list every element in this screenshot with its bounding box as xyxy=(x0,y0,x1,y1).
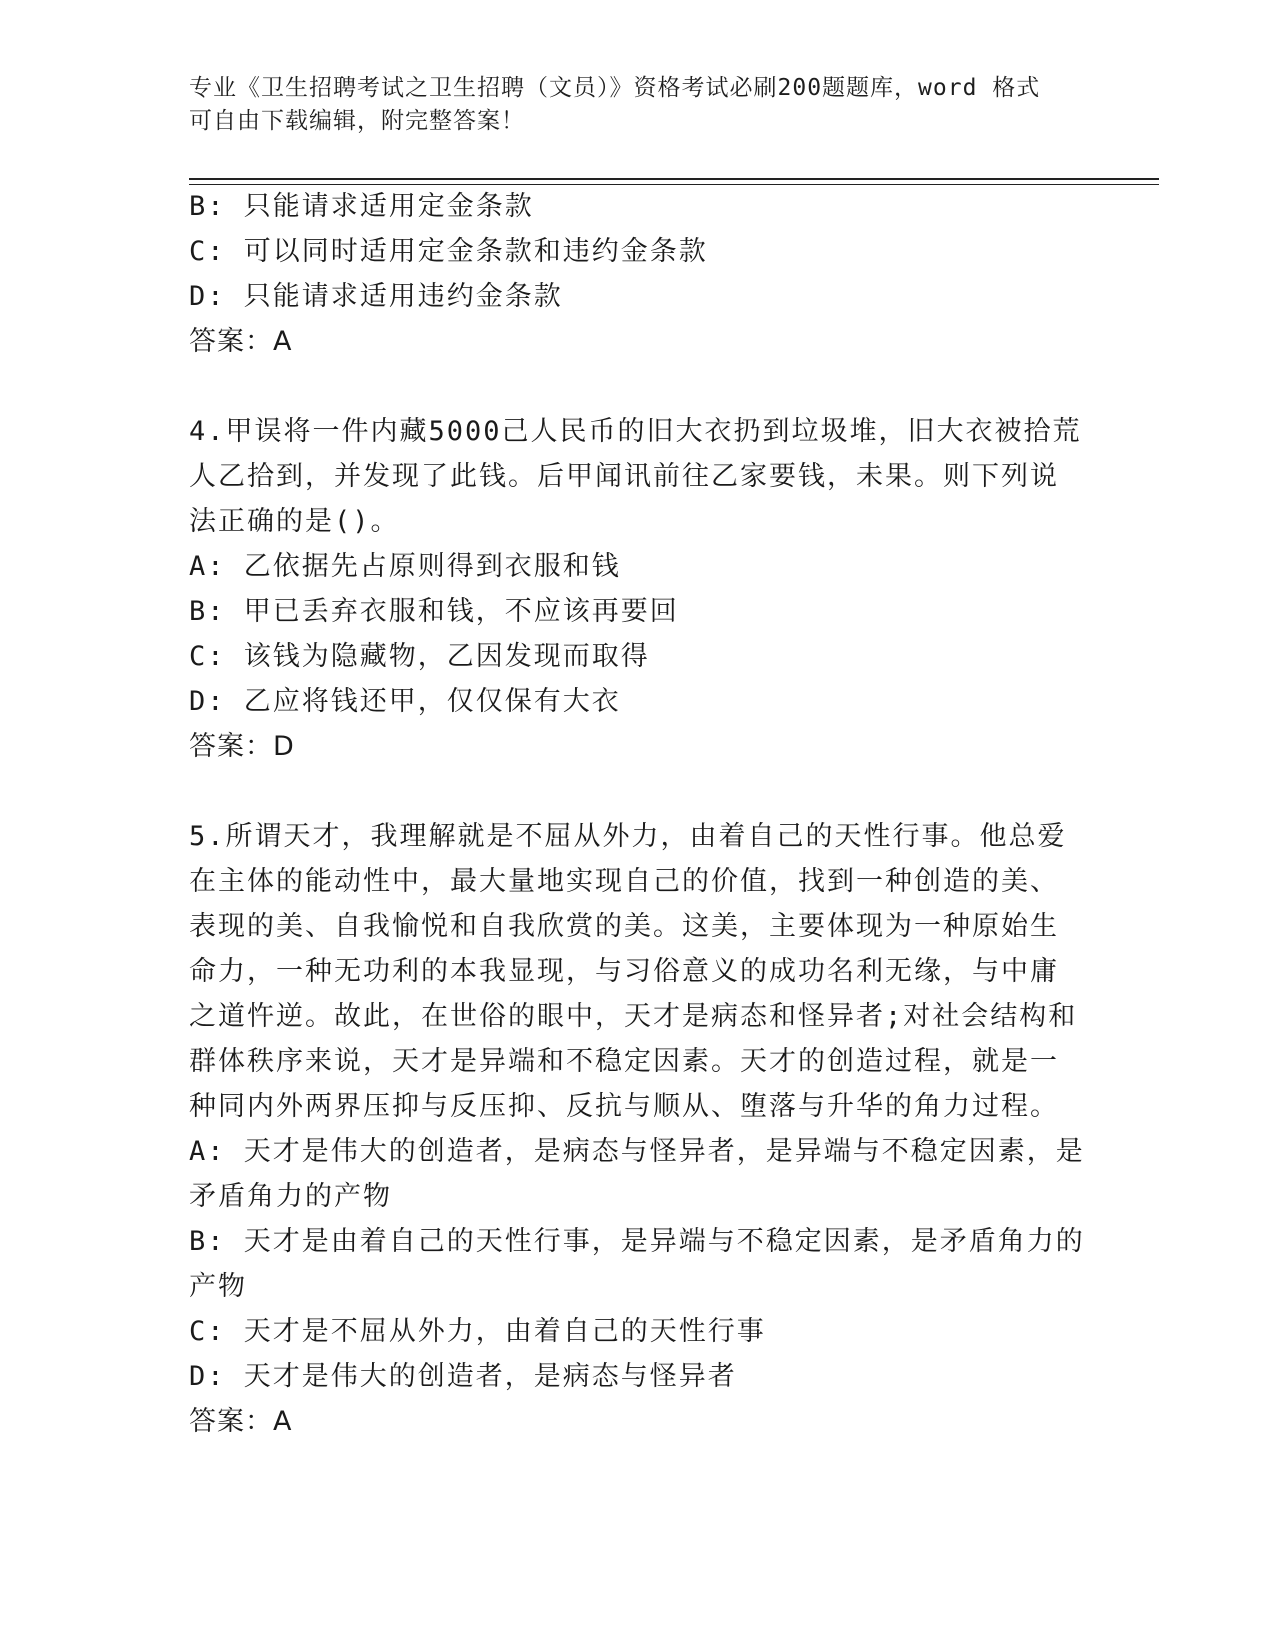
q5-answer: 答案：A xyxy=(189,1406,293,1437)
q4-stem-line-1: 4.甲误将一件内藏5000己人民币的旧大衣扔到垃圾堆，旧大衣被拾荒 xyxy=(189,416,1082,447)
q4-option-b: B: 甲已丢弃衣服和钱，不应该再要回 xyxy=(189,596,679,627)
q5-option-d: D: 天才是伟大的创造者，是病态与怪异者 xyxy=(189,1361,737,1392)
q3-answer: 答案：A xyxy=(189,326,293,357)
q3-option-b: B: 只能请求适用定金条款 xyxy=(189,191,534,222)
q5-stem-line-4: 命力，一种无功利的本我显现，与习俗意义的成功名利无缘，与中庸 xyxy=(189,956,1059,987)
q5-stem-line-3: 表现的美、自我愉悦和自我欣赏的美。这美，主要体现为一种原始生 xyxy=(189,911,1059,942)
q5-stem-line-6: 群体秩序来说，天才是异端和不稳定因素。天才的创造过程，就是一 xyxy=(189,1046,1059,1077)
q4-option-a: A: 乙依据先占原则得到衣服和钱 xyxy=(189,551,621,582)
q4-stem-line-3: 法正确的是()。 xyxy=(189,506,400,537)
q4-stem-line-2: 人乙拾到，并发现了此钱。后甲闻讯前往乙家要钱，未果。则下列说 xyxy=(189,461,1059,492)
q4-option-c: C: 该钱为隐藏物，乙因发现而取得 xyxy=(189,641,650,672)
q5-option-b-line-1: B: 天才是由着自己的天性行事，是异端与不稳定因素，是矛盾角力的 xyxy=(189,1226,1085,1257)
q4-option-d: D: 乙应将钱还甲，仅仅保有大衣 xyxy=(189,686,621,717)
q5-option-a-line-2: 矛盾角力的产物 xyxy=(189,1181,392,1212)
q5-option-c: C: 天才是不屈从外力，由着自己的天性行事 xyxy=(189,1316,766,1347)
q5-stem-line-1: 5.所谓天才，我理解就是不屈从外力，由着自己的天性行事。他总爱 xyxy=(189,821,1067,852)
q3-option-c: C: 可以同时适用定金条款和违约金条款 xyxy=(189,236,708,267)
q5-stem-line-5: 之道忤逆。故此，在世俗的眼中，天才是病态和怪异者;对社会结构和 xyxy=(189,1001,1078,1032)
q3-option-d: D: 只能请求适用违约金条款 xyxy=(189,281,563,312)
header-title-line-1: 专业《卫生招聘考试之卫生招聘（文员）》资格考试必刷200题题库，word 格式 xyxy=(189,75,1041,101)
header-divider-thin xyxy=(189,184,1159,185)
q5-stem-line-7: 种同内外两界压抑与反压抑、反抗与顺从、堕落与升华的角力过程。 xyxy=(189,1091,1059,1122)
header-title-line-2: 可自由下载编辑，附完整答案！ xyxy=(189,108,525,134)
q4-answer: 答案：D xyxy=(189,731,295,762)
document-header xyxy=(189,72,1069,138)
header-divider-thick xyxy=(189,178,1159,180)
q5-stem-line-2: 在主体的能动性中，最大量地实现自己的价值，找到一种创造的美、 xyxy=(189,866,1059,897)
q5-option-a-line-1: A: 天才是伟大的创造者，是病态与怪异者，是异端与不稳定因素，是 xyxy=(189,1136,1085,1167)
q5-option-b-line-2: 产物 xyxy=(189,1271,247,1302)
